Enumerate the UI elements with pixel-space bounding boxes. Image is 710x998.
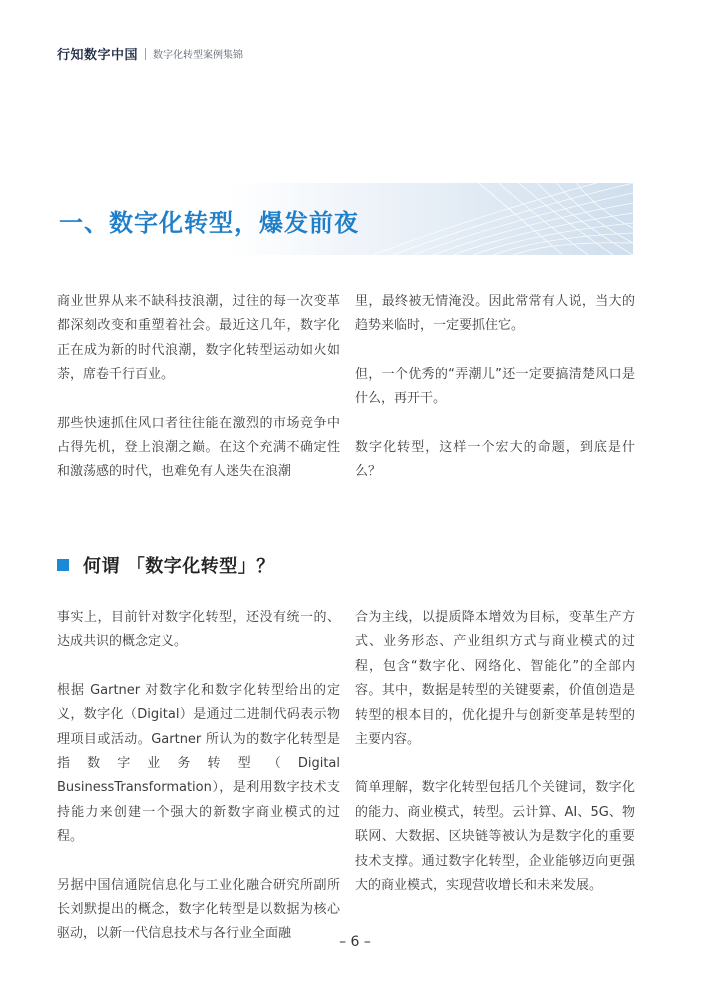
paragraph: 商业世界从来不缺科技浪潮，过往的每一次变革都深刻改变和重塑着社会。最近这几年，数字化正在成为新的时代浪潮，数字化转型运动如火如荼，席卷千行百业。 — [57, 294, 340, 383]
banner-wave-pattern — [333, 183, 633, 255]
paragraph: 简单理解，数字化转型包括几个关键词，数字化的能力、商业模式，转型。云计算、AI、5G、物联网、大数据、区块链等被认为是数字化的重要技术支撑。通过数字化转型，企业能够迈向更强大的商业模式，实现营收增长和未来发展。 — [355, 780, 635, 894]
paragraph: 里，最终被无情淹没。因此常常有人说，当大的趋势来临时，一定要抓住它。 — [355, 294, 635, 334]
paragraph: 合为主线，以提质降本增效为目标，变革生产方式、业务形态、产业组织方式与商业模式的过程，包含“数字化、网络化、智能化”的全部内容。其中，数据是转型的关键要素，价值创造是转型的根本目的，优化提升与创新变革是转型的主要内容。 — [355, 610, 635, 748]
running-header — [57, 44, 243, 63]
page-number: – 6 – — [339, 934, 371, 950]
section2-right-column — [355, 606, 635, 922]
section-heading — [57, 552, 275, 578]
paragraph: 但，一个优秀的“弄潮儿”还一定要搞清楚风口是什么，再开干。 — [355, 366, 635, 407]
paragraph: 事实上，目前针对数字化转型，还没有统一的、达成共识的概念定义。 — [57, 610, 340, 650]
header-brand: 行知数字中国 — [57, 48, 139, 63]
section2-left-column — [57, 606, 340, 971]
section1-right-column — [355, 290, 635, 508]
section1-left-column — [57, 290, 340, 509]
square-bullet-icon — [57, 559, 69, 571]
chapter-title: 一、数字化转型，爆发前夜 — [59, 209, 359, 237]
chapter-banner — [55, 183, 633, 255]
paragraph: 根据 Gartner 对数字化和数字化转型给出的定义，数字化（Digital）是通过二进制代码表示物理项目或活动。Gartner 所认为的数字化转型是指数字业务转型（Digital BusinessTransformation），是利用数字技术支持能力来创建一个强大的新数字商业模式的过程。 — [57, 682, 340, 845]
paragraph: 那些快速抓住风口者往往能在激烈的市场竞争中占得先机，登上浪潮之巅。在这个充满不确定性和激荡感的时代，也难免有人迷失在浪潮 — [57, 415, 340, 480]
section-title: 何谓 「数字化转型」？ — [83, 556, 275, 577]
header-divider — [145, 48, 146, 60]
header-subtitle: 数字化转型案例集锦 — [153, 50, 244, 61]
paragraph: 数字化转型，这样一个宏大的命题，到底是什么？ — [355, 439, 635, 480]
paragraph: 另据中国信通院信息化与工业化融合研究所副所长刘默提出的概念，数字化转型是以数据为核心驱动，以新一代信息技术与各行业全面融 — [57, 877, 340, 942]
